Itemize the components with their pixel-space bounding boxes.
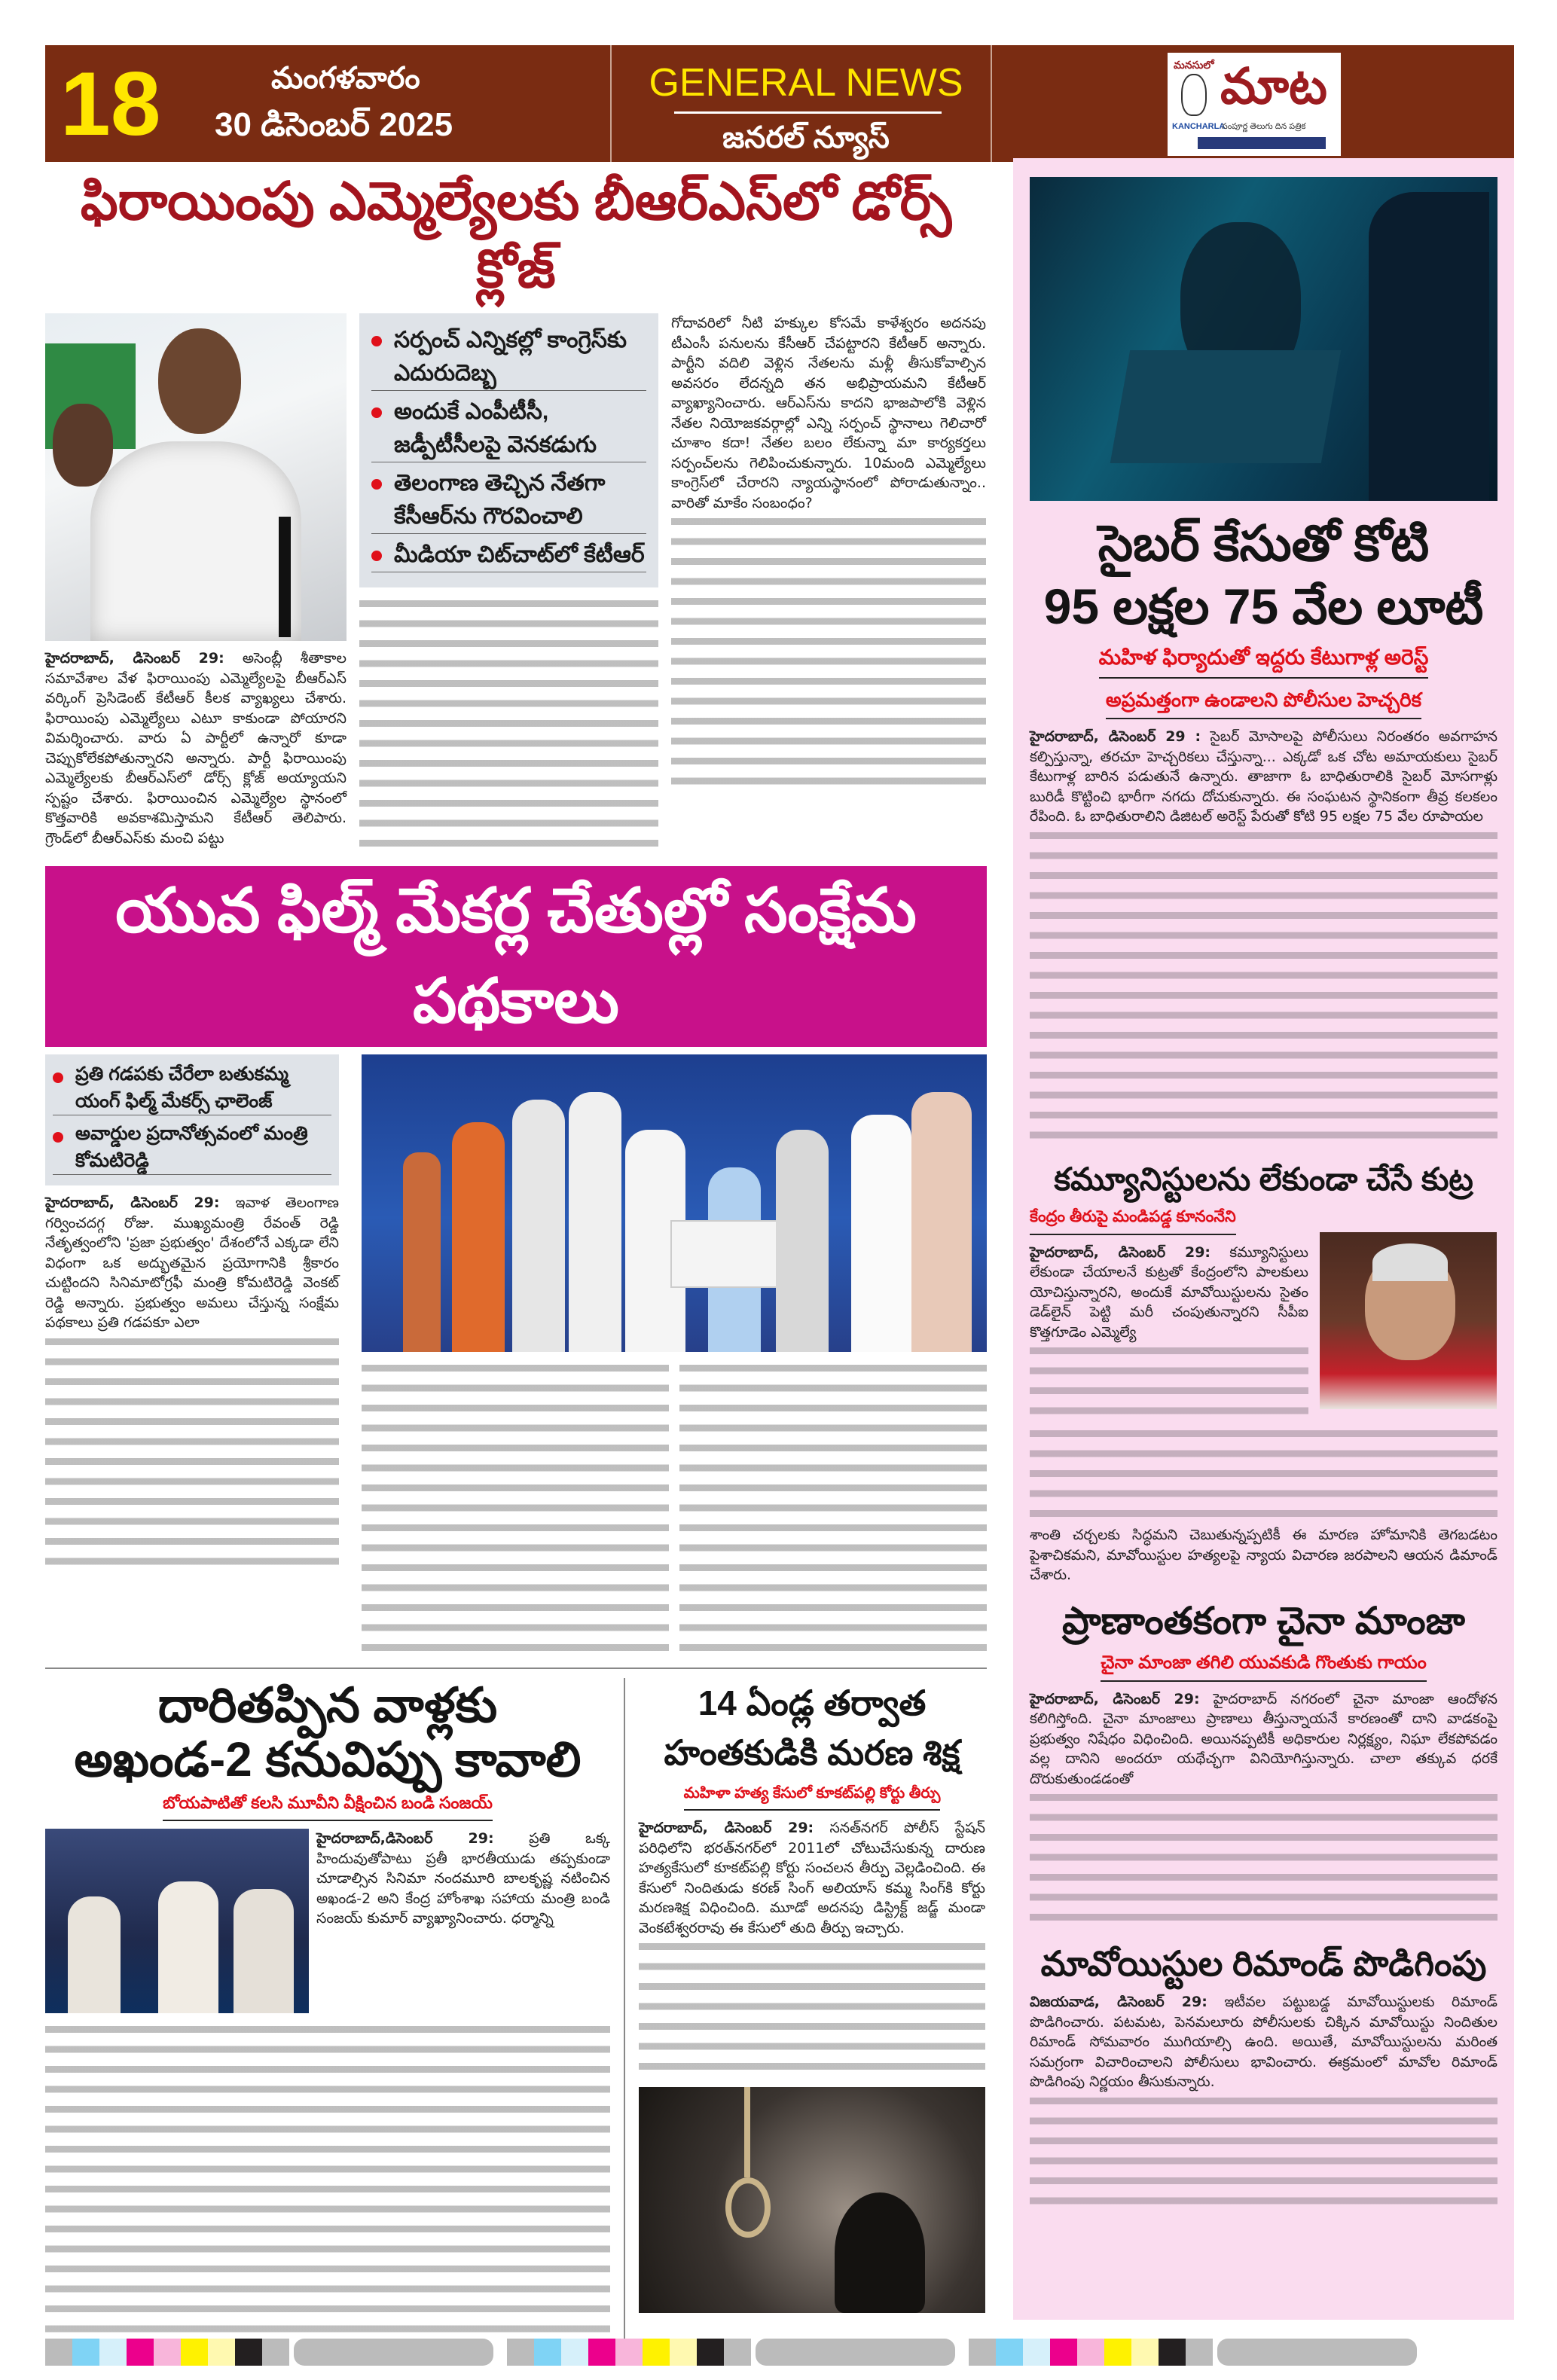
film-body-col1 [45, 1193, 339, 1573]
body-text: గోదావరిలో నీటి హక్కుల కోసమే కాళేశ్వరం అదనపు టీఎంసీ పనులను కేసీఆర్ చేపట్టారని కేటీఆర్ అన్నారు. పార్టీని వదిలి వెళ్లిన నేతలను మళ్లీ తీసుకోవాల్సిన అవసరం లేదన్నది తన అభిప్రాయమని కేటీఆర్ వ్యాఖ్యానించారు. ఆర్ఎస్‌ను కాదని భాజపాలోకి వెళ్లిన నేతల నియోజకవర్గాల్లో ఎన్ని సర్పంచ్ స్థానాలు గెలిచారో చూశాం కదా! నేతల బలం లేకున్నా మా కార్యకర్తలు సర్పంచ్‌లను గెలిపించుకున్నారు. 10మంది ఎమ్మెల్యేలు కాంగ్రెస్‌లో చేరారని న్యాయస్థానంలో పోరాడుతున్నాం.. వారితో మాకేం సంబంధం? [671, 315, 986, 511]
color-swatch [615, 2339, 643, 2366]
body-text: అసెంబ్లీ శీతాకాల సమావేశాల వేళ ఫిరాయింపు ఎమ్మెల్యేలపై బీఆర్ఎస్ వర్కింగ్ ప్రెసిడెంట్ కేటీఆర్ కీలక వ్యాఖ్యలు చేశారు. ఫిరాయింపు ఎమ్మెల్యేలు ఎటూ కాకుండా పోయారని విమర్శించారు. వారు ఏ పార్టీలో ఉన్నారో కూడా చెప్పుకోలేకపోతున్నారని అన్నారు. పార్టీ ఫిరాయింపు ఎమ్మెల్యేలకు బీఆర్ఎస్‌లో డోర్స్ క్లోజ్ అయ్యాయని స్పష్టం చేశారు. ఫిరాయించిన ఎమ్మెల్యేల స్థానంలో కొత్తవారికి అవకాశమిస్తామని కేటీఆర్ తెలిపారు. గ్రౌండ్‌లో బీఆర్ఎస్‌కు మంచి పట్టు [45, 650, 347, 847]
headline-line: దారితప్పిన వాళ్లకు [157, 1678, 498, 1732]
body-text: కమ్యూనిస్టులు లేకుండా చేయాలనే కుట్రతో కేంద్రంలోని పాలకులు యోచిస్తున్నారని, అందుకే మావోయిస్టులను సైతం డెడ్‌లైన్ పెట్టి మరీ చంపుతున్నారని సీపీఐ కొత్తగూడెం ఎమ్మెల్యే [1030, 1243, 1308, 1341]
cyber-crime-photo [1030, 177, 1497, 501]
color-swatch [154, 2339, 181, 2366]
cyber-subkicker: అప్రమత్తంగా ఉండాలని పోలీసుల హెచ్చరిక [1106, 686, 1421, 719]
day-label: మంగళవారం [271, 62, 420, 95]
film-story [45, 1054, 987, 1658]
color-swatch [1104, 2339, 1131, 2366]
body-text-continued [1030, 2092, 1497, 2212]
body-text-continued [1030, 1342, 1308, 1422]
color-swatch [670, 2339, 697, 2366]
dateline: హైదరాబాద్, డిసెంబర్ 29: [1030, 1690, 1200, 1707]
color-swatch [235, 2339, 262, 2366]
color-swatch [72, 2339, 99, 2366]
color-swatch [45, 2339, 72, 2366]
body-text-continued [679, 1359, 987, 1658]
cyber-kicker: మహిళ ఫిర్యాదుతో ఇద్దరు కేటుగాళ్ల అరెస్ట్ [1099, 642, 1429, 679]
body-text: ఇటీవల పట్టుబడ్డ మావోయిస్టులకు రిమాండ్ పొడిగించారు. పటమట, పెనమలూరు పోలీసులకు చిక్కిన మావోయిస్టు నిందితుల రిమాండ్ సోమవారం ముగియాల్సి ఉంది. అయితే, మావోయిస్టులను మరింత సమగ్రంగా విచారించాలని పోలీసులు భావించారు. ఈక్రమంలో మావోల రిమాండ్ పొడిగింపు నిర్ణయం తీసుకున్నారు. [1030, 1994, 1497, 2090]
right-column [1013, 158, 1514, 2320]
color-swatch [643, 2339, 670, 2366]
color-swatch [969, 2339, 996, 2366]
body-text-continued [1030, 1789, 1497, 1929]
divider [45, 1668, 987, 1669]
bottom-stories [45, 1678, 987, 2340]
manja-kicker: చైనా మాంజా తగిలి యువకుడి గొంతుకు గాయం [1101, 1650, 1427, 1682]
color-swatch [1186, 2339, 1213, 2366]
film-banner-headline: యువ ఫిల్మ్ మేకర్ల చేతుల్లో సంక్షేమ పథకాలు [45, 866, 987, 1047]
manja-headline: ప్రాణాంతకంగా చైనా మాంజా [1062, 1599, 1465, 1642]
logo-bar [1198, 137, 1326, 149]
maoist-headline: మావోయిస్టుల రిమాండ్ పొడిగింపు [1040, 1944, 1487, 1983]
headline-line: సైబర్ కేసుతో కోటి [1098, 515, 1430, 571]
page-number: 18 [60, 53, 161, 154]
body-text: ఇవాళ తెలంగాణ గర్వించదగ్గ రోజు. ముఖ్యమంత్రి రేవంత్ రెడ్డి నేతృత్వంలోని 'ప్రజా ప్రభుత్వం' దేశంలోనే ఎక్కడా లేని విధంగా ఒక అద్భుతమైన ప్రయోగానికి శ్రీకారం చుట్టిందని సినిమాటోగ్రఫీ మంత్రి కోమటిరెడ్డి వెంకట్ రెడ్డి అన్నారు. ప్రభుత్వం అమలు చేస్తున్న సంక్షేమ పథకాలు ప్రతి గడపకూ ఎలా [45, 1195, 339, 1331]
color-swatch [588, 2339, 615, 2366]
portrait-icon [1181, 74, 1207, 116]
gray-patch [294, 2339, 493, 2366]
lead-body-col3 [671, 313, 986, 854]
logo-brand: KANCHARLA [1172, 122, 1226, 131]
gray-patch [756, 2339, 955, 2366]
section-title-en: GENERAL NEWS [649, 61, 963, 105]
body-text-continued [639, 1938, 985, 2078]
lead-body-col1 [45, 648, 347, 848]
body-text-continued [45, 2021, 610, 2340]
color-swatch [208, 2339, 235, 2366]
logo-prefix: మనసులో [1174, 59, 1214, 71]
color-swatch [1023, 2339, 1050, 2366]
gray-patch [1217, 2339, 1417, 2366]
body-text: సైబర్ మోసాలపై పోలీసులు నిరంతరం అవగాహన కల్పిస్తున్నా, తరచూ హెచ్చరికలు చేస్తున్నా... ఎక్కడో ఒక చోట అమాయకులు సైబర్ కేటుగాళ్ల బారిన పడుతునే ఉన్నారు. తాజాగా ఓ బాధితురాలికి సైబర్ మోసగాళ్లు బురిడీ కొట్టించి భారీగా నగదు దోచుకున్నారు. ఈ సంఘటన స్థానికంగా తీవ్ర కలకలం రేపింది. ఓ బాధితురాలిని డిజిటల్ అరెస్ట్ పేరుతో కోటి 95 లక్షల 75 వేల రూపాయల [1030, 728, 1498, 825]
akhanda-story [45, 1678, 610, 2340]
dateline: హైదరాబాద్, డిసెంబర్ 29 : [1030, 728, 1201, 745]
noose-photo [639, 2087, 985, 2313]
highlight-item: అవార్డుల ప్రదానోత్సవంలో మంత్రి కోమటిరెడ్డి [53, 1120, 331, 1175]
headline-line: 14 ఏండ్ల తర్వాత [698, 1683, 927, 1722]
highlight-item: అందుకే ఎంపీటీసీ, జడ్పీటీసీలపై వెనకడుగు [371, 395, 646, 462]
lead-headline: ఫిరాయింపు ఎమ్మెల్యేలకు బీఆర్ఎస్‌లో డోర్స్ క్లోజ్ [80, 172, 952, 298]
film-highlights [45, 1054, 339, 1185]
film-body-cols [362, 1359, 987, 1658]
highlight-item: సర్పంచ్ ఎన్నికల్లో కాంగ్రెస్‌కు ఎదురుదెబ్బ [371, 324, 646, 391]
award-ceremony-photo [362, 1054, 987, 1352]
maoist-body [1030, 1992, 1497, 2212]
headline-line: హంతకుడికి మరణ శిక్ష [664, 1733, 960, 1772]
color-swatch [262, 2339, 289, 2366]
section-title-te: జనరల్ న్యూస్ [722, 121, 890, 154]
highlight-item: ప్రతి గడపకు చేరేలా బతుకమ్మ యంగ్ ఫిల్మ్ మేకర్స్ ఛాలెంజ్ [53, 1060, 331, 1115]
divider [674, 111, 942, 114]
divider [610, 45, 612, 162]
dateline: హైదరాబాద్, డిసెంబర్ 29: [639, 1820, 814, 1836]
print-registration-bar [45, 2339, 1522, 2366]
lead-col1 [45, 313, 347, 854]
body-text-continued [1030, 1425, 1497, 1525]
divider [624, 1678, 625, 2340]
logo-tagline: సంపూర్ణ తెలుగు దిన పత్రిక [1222, 122, 1306, 131]
communist-col1 [1030, 1202, 1308, 1423]
communist-kicker: కేంద్రం తీరుపై మండిపడ్డ కూనంనేని [1030, 1205, 1236, 1235]
body-text: శాంతి చర్చలకు సిద్ధమని చెబుతున్నప్పటికీ ఈ మారణ హోమానికి తెగబడటం పైశాచికమని, మావోయిస్టుల హత్యలపై న్యాయ విచారణ జరపాలని ఆయన డిమాండ్ చేశారు. [1030, 1527, 1497, 1583]
cyber-body [1030, 727, 1497, 1146]
color-swatch [99, 2339, 127, 2366]
highlight-item: మీడియా చిట్‌చాట్‌లో కేటీఆర్ [371, 539, 646, 572]
dateline: హైదరాబాద్, డిసెంబర్ 29: [45, 650, 224, 667]
body-text: సనత్‌నగర్ పోలీస్ స్టేషన్ పరిధిలోని భరత్‌నగర్‌లో 2011లో చోటుచేసుకున్న దారుణ హత్యకేసులో కూకట్‌పల్లి కోర్టు సంచలన తీర్పు వెల్లడించింది. ఈ కేసులో నిందితుడు కరణ్ సింగ్ అలియాస్ కమ్మ సింగ్‌కి కోర్టు మరణశిక్ష విధించింది. మూడో అదనపు డిస్ట్రిక్ట్ జడ్జ్ మండా వెంకటేశ్వరరావు ఈ కేసులో తుది తీర్పు ఇచ్చారు. [639, 1820, 985, 1936]
color-swatch [1077, 2339, 1104, 2366]
color-swatch [697, 2339, 724, 2366]
lead-highlights [359, 313, 658, 587]
dateline: విజయవాడ, డిసెంబర్ 29: [1030, 1994, 1207, 2010]
color-swatch [724, 2339, 751, 2366]
color-swatch [1131, 2339, 1159, 2366]
body-text-continued [359, 595, 658, 854]
divider [991, 45, 992, 162]
communist-body-col1 [1030, 1243, 1308, 1423]
akhanda-body-col1 [316, 1829, 610, 2013]
verdict-body [639, 1818, 985, 2078]
lead-col2 [359, 313, 658, 854]
body-text-continued [671, 513, 986, 792]
color-swatch [181, 2339, 208, 2366]
verdict-headline [639, 1678, 985, 1777]
film-col1 [45, 1054, 339, 1658]
body-text-continued [45, 1333, 339, 1573]
communist-body-col2 [1030, 1425, 1497, 1585]
mla-portrait-photo [1320, 1232, 1497, 1409]
newspaper-logo [1168, 53, 1341, 156]
verdict-story [639, 1678, 985, 2340]
dateline: హైదరాబాద్, డిసెంబర్ 29: [45, 1195, 220, 1211]
color-swatch [1159, 2339, 1186, 2366]
color-swatch [996, 2339, 1023, 2366]
masthead [45, 45, 1514, 162]
ktr-photo [45, 313, 347, 641]
logo-name: మాట [1220, 60, 1327, 114]
body-text-continued [362, 1359, 669, 1658]
color-swatch [1050, 2339, 1077, 2366]
theatre-photo [45, 1829, 309, 2013]
film-col2 [362, 1054, 987, 1658]
dateline: హైదరాబాద్,డిసెంబర్ 29: [316, 1830, 494, 1847]
highlight-item: తెలంగాణ తెచ్చిన నేతగా కేసీఆర్‌ను గౌరవించాలి [371, 467, 646, 534]
communist-row [1030, 1202, 1497, 1423]
color-swatch [127, 2339, 154, 2366]
color-swatch [534, 2339, 561, 2366]
left-content [45, 167, 987, 2340]
color-swatch [507, 2339, 534, 2366]
cyber-headline [1030, 511, 1497, 638]
manja-body [1030, 1689, 1497, 1930]
body-text: ప్రతి ఒక్క హిందువుతోపాటు ప్రతీ భారతీయుడు తప్పకుండా చూడాల్సిన సినిమా నందమూరి బాలకృష్ణ నటించిన అఖండ-2 అని కేంద్ర హోంశాఖ సహాయ మంత్రి బండి సంజయ్ కుమార్ వ్యాఖ్యానించారు. ధర్మాన్ని [316, 1830, 610, 1927]
akhanda-kicker: బోయపాటితో కలసి మూవీని వీక్షించిన బండి సంజయ్ [163, 1791, 493, 1821]
communist-headline: కమ్యూనిస్టులను లేకుండా చేసే కుట్ర [1054, 1161, 1473, 1197]
color-swatch [561, 2339, 588, 2366]
headline-line: 95 లక్షల 75 వేల లూటీ [1043, 578, 1484, 634]
body-text-continued [1030, 827, 1497, 1146]
lead-story [45, 313, 987, 854]
date-label: 30 డిసెంబర్ 2025 [215, 106, 453, 143]
verdict-kicker: మహిళా హత్య కేసులో కూకట్‌పల్లి కోర్టు తీర్పు [684, 1782, 941, 1811]
akhanda-row [45, 1829, 610, 2013]
dateline: హైదరాబాద్, డిసెంబర్ 29: [1030, 1243, 1211, 1261]
headline-line: అఖండ-2 కనువిప్పు కావాలి [74, 1732, 582, 1787]
body-text: హైదరాబాద్ నగరంలో చైనా మాంజా ఆందోళన కలిగిస్తోంది. చైనా మాంజాలు ప్రాణాలు తీస్తున్నాయనే కారణంతో దాని వాడకంపై ప్రభుత్వం నిషేధం విధించింది. అయినప్పటికీ అధికారుల నిర్లక్ష్యం, నిఘా లేకపోవడం వల్ల దానిని అందరూ యథేచ్ఛగా వినియోగిస్తున్నారు. చాలా తక్కువ ధరకే దొరుకుతుండడంతో [1030, 1690, 1497, 1787]
akhanda-headline [45, 1678, 610, 1787]
